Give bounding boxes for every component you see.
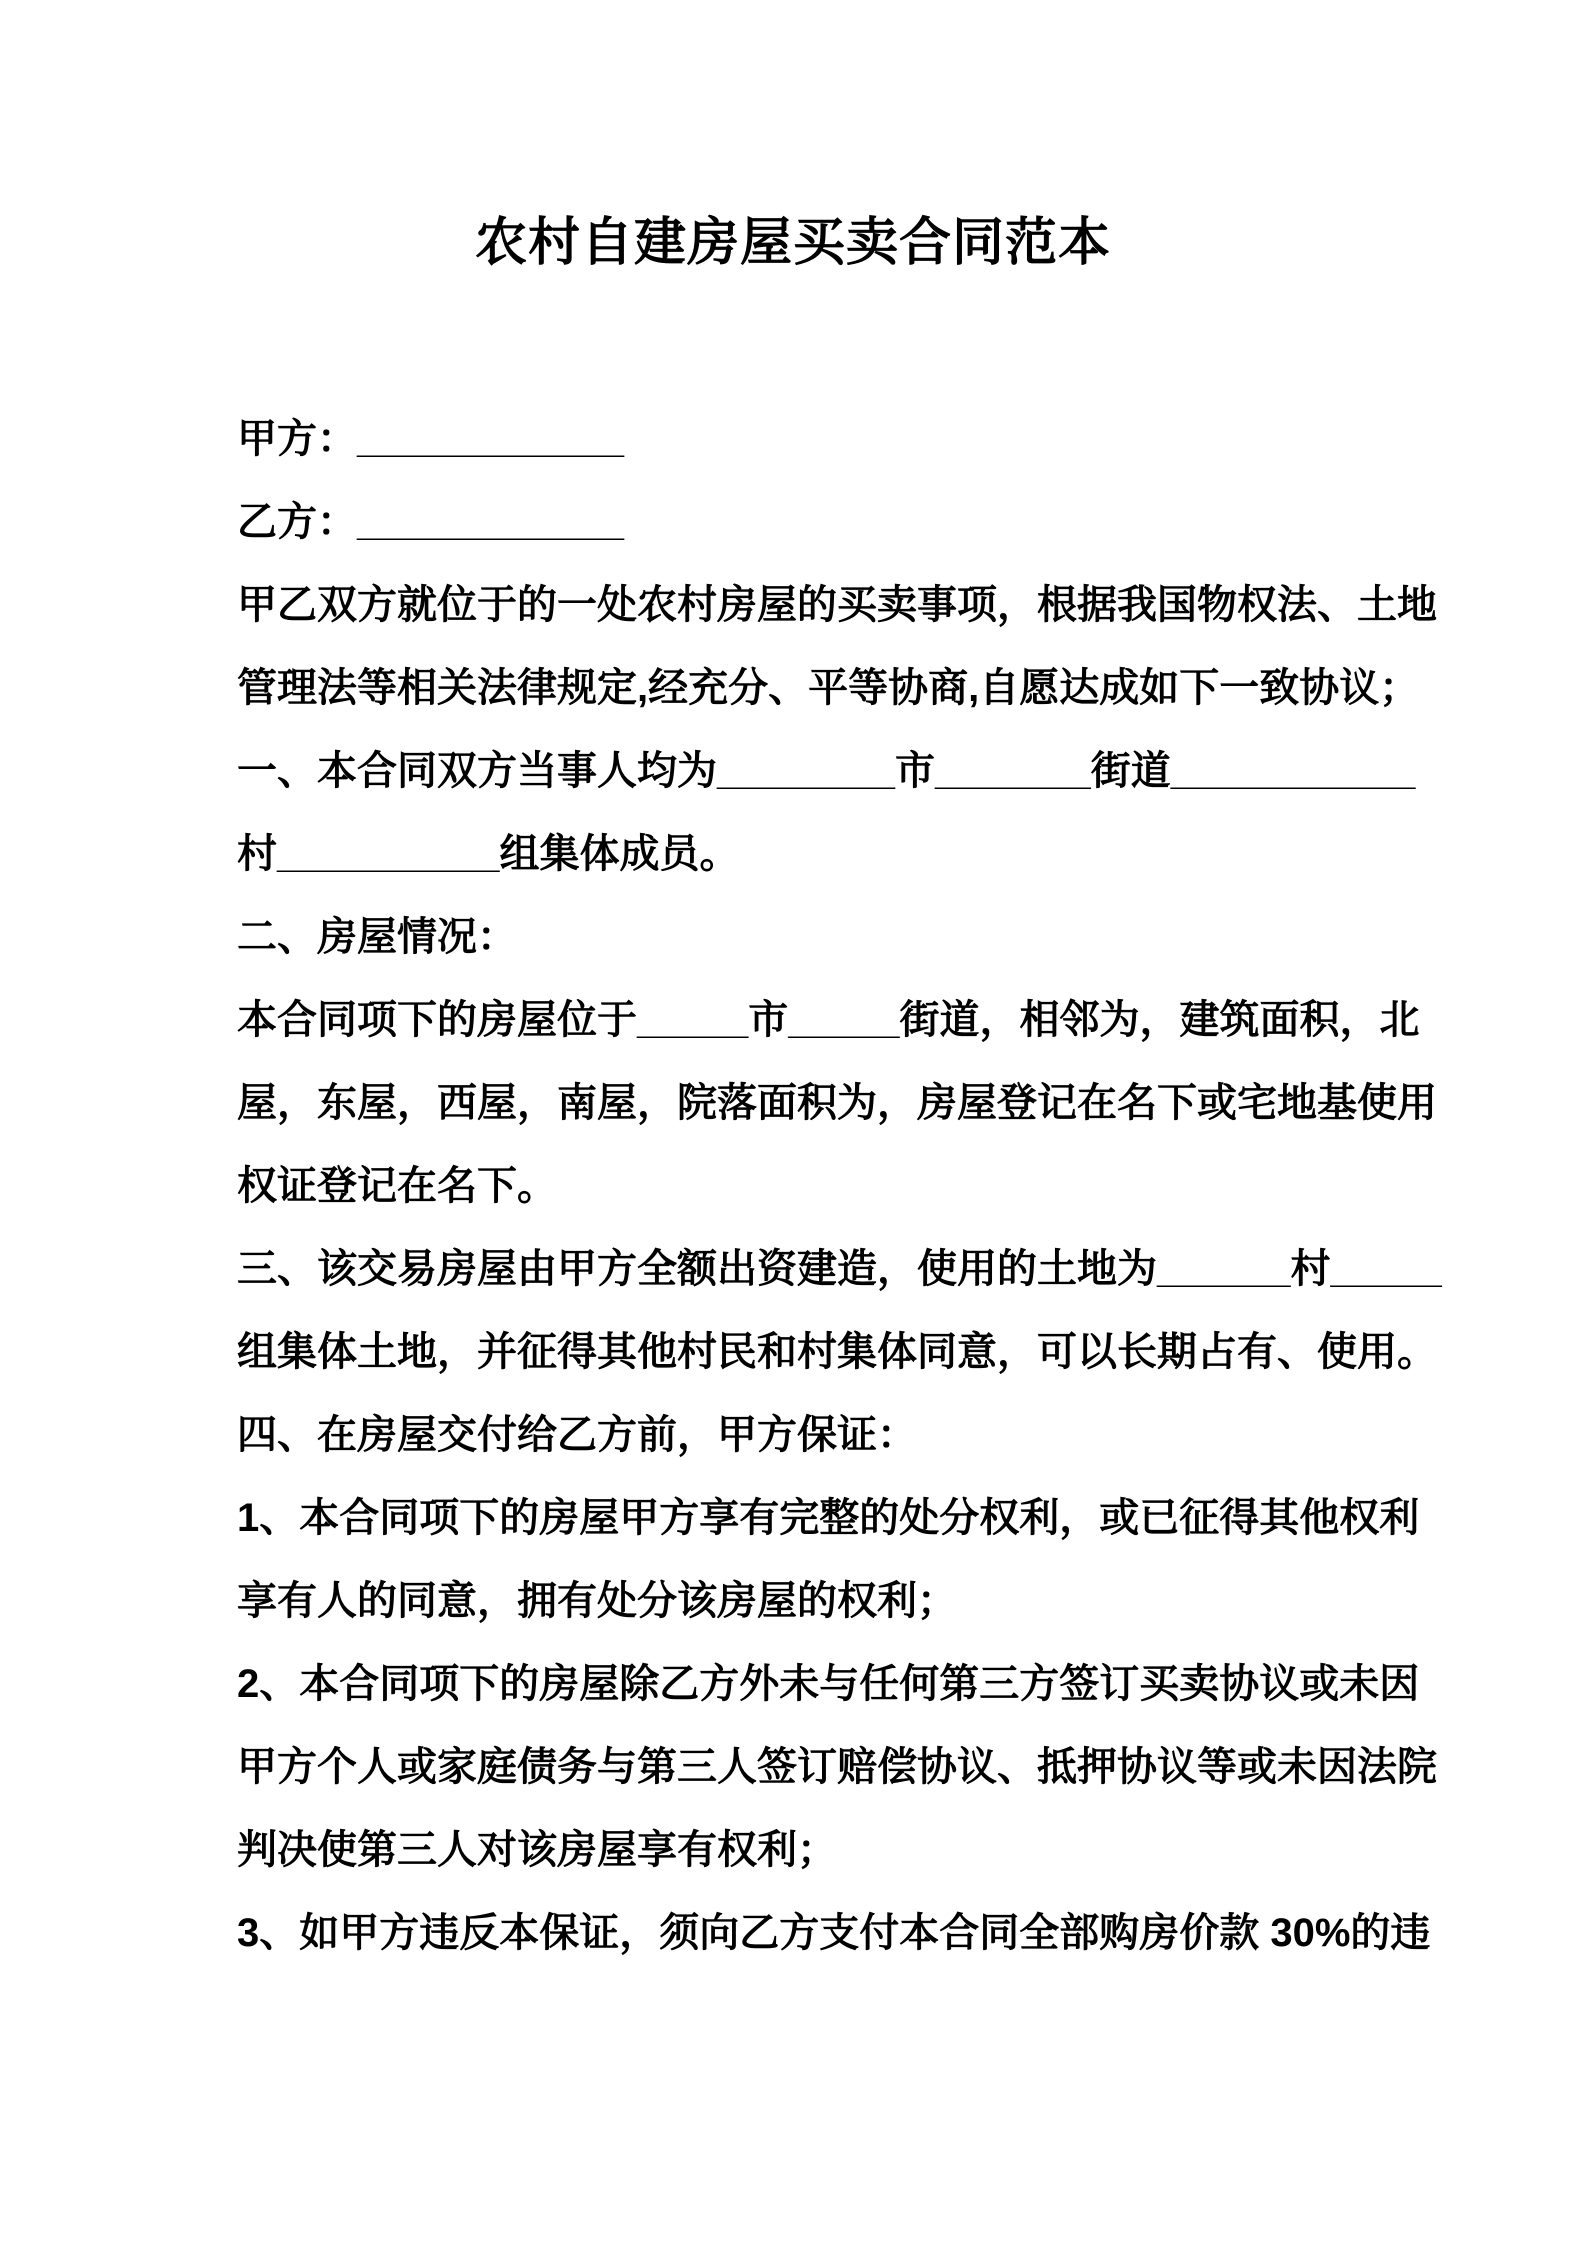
contract-line: 权证登记在名下。 — [237, 1164, 557, 1208]
contract-line: 村__________组集体成员。 — [237, 832, 740, 876]
document-title: 农村自建房屋买卖合同范本 — [474, 214, 1111, 272]
contract-line: 1、本合同项下的房屋甲方享有完整的处分权利，或已征得其他权利 — [237, 1496, 1420, 1540]
contract-body — [237, 398, 1442, 1975]
contract-line: 组集体土地，并征得其他村民和村集体同意，可以长期占有、使用。 — [237, 1330, 1437, 1374]
contract-line: 本合同项下的房屋位于_____市_____街道，相邻为，建筑面积，北 — [237, 998, 1420, 1042]
contract-line: 三、该交易房屋由甲方全额出资建造，使用的土地为______村_____ — [237, 1247, 1442, 1291]
contract-line: 一、本合同双方当事人均为________市_______街道___________ — [237, 749, 1416, 793]
contract-line: 甲方：____________ — [237, 417, 624, 461]
contract-line: 2、本合同项下的房屋除乙方外未与任何第三方签订买卖协议或未因 — [237, 1662, 1420, 1706]
contract-line: 3、如甲方违反本保证，须向乙方支付本合同全部购房价款 30%的违 — [237, 1911, 1431, 1955]
contract-line: 乙方：____________ — [237, 500, 624, 544]
contract-line: 判决使第三人对该房屋享有权利； — [237, 1828, 837, 1872]
contract-line: 享有人的同意，拥有处分该房屋的权利； — [237, 1579, 957, 1623]
contract-line: 四、在房屋交付给乙方前，甲方保证： — [237, 1413, 917, 1457]
contract-line: 甲方个人或家庭债务与第三人签订赔偿协议、抵押协议等或未因法院 — [237, 1745, 1437, 1789]
contract-line: 甲乙双方就位于的一处农村房屋的买卖事项，根据我国物权法、土地 — [237, 583, 1437, 627]
contract-line: 二、房屋情况： — [237, 915, 517, 959]
contract-line: 管理法等相关法律规定,经充分、平等协商,自愿达成如下一致协议； — [237, 666, 1420, 710]
contract-line: 屋，东屋，西屋，南屋，院落面积为，房屋登记在名下或宅地基使用 — [237, 1081, 1437, 1125]
